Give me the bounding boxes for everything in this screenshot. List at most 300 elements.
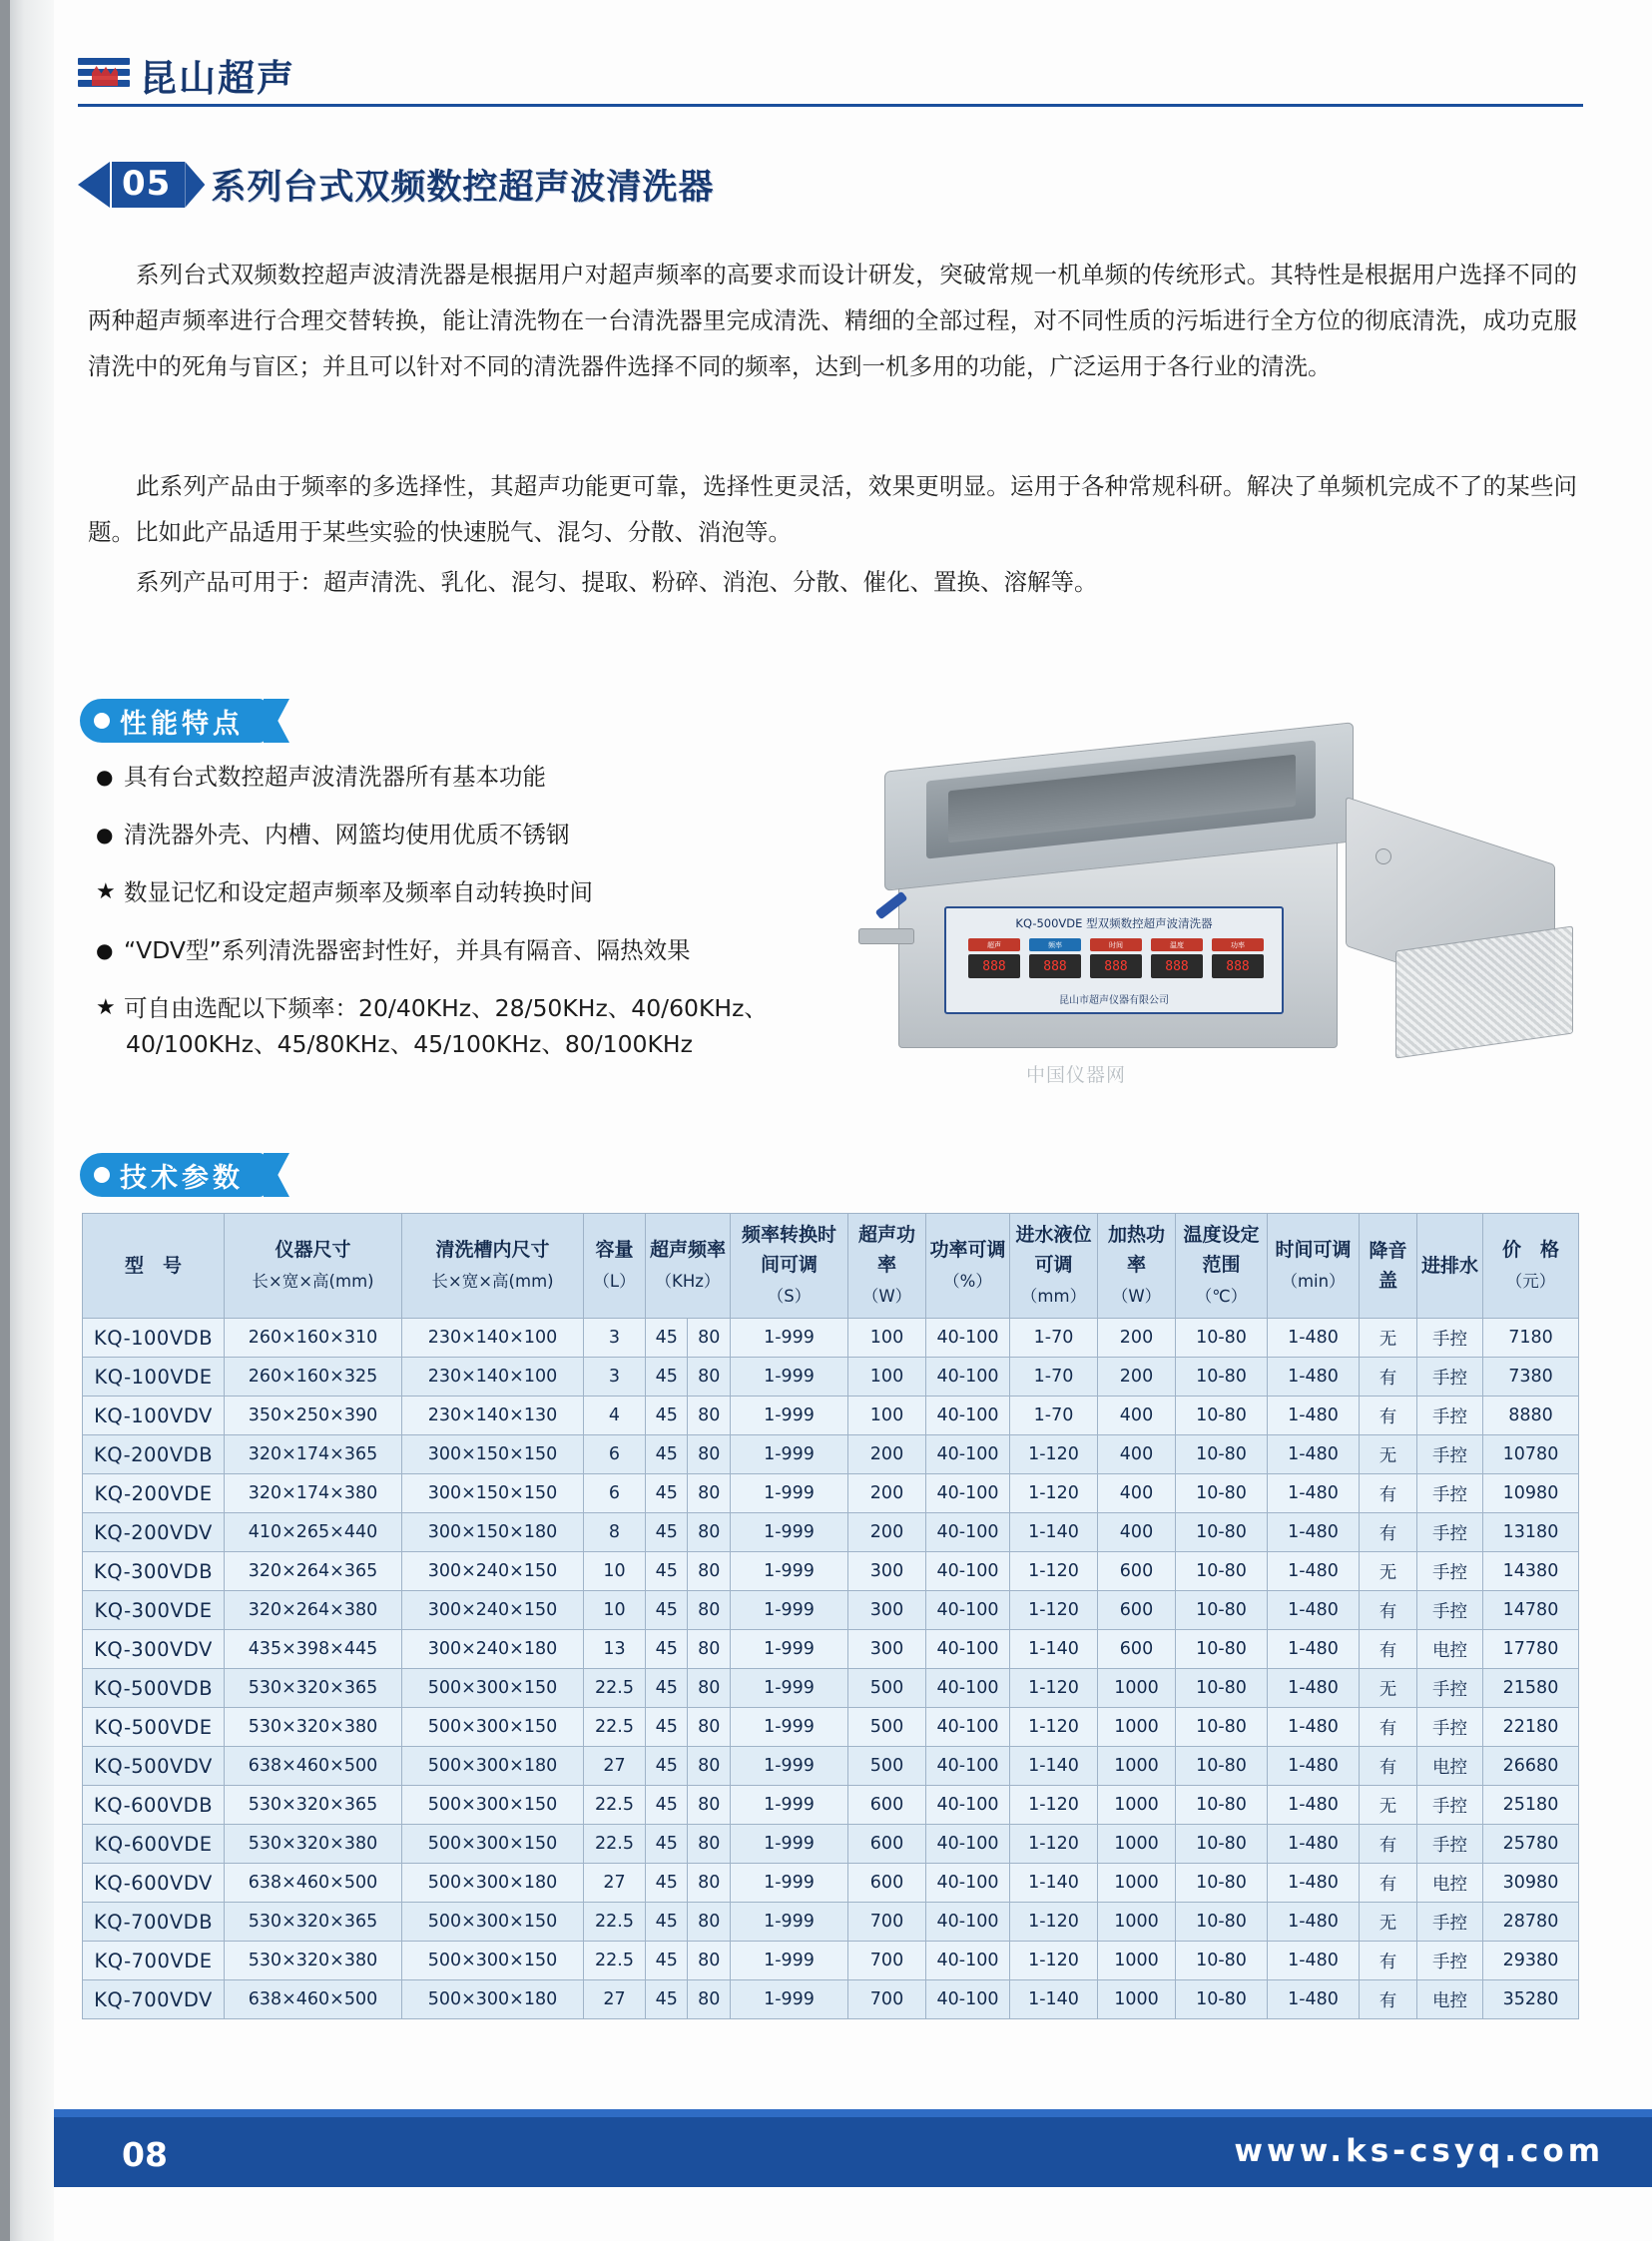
table-row: [83, 1942, 1579, 1980]
led-unit: [968, 938, 1020, 978]
star-marker-icon: ★: [96, 995, 116, 1020]
cell-value: 1-999: [731, 1513, 848, 1552]
cell-value: 1-480: [1268, 1591, 1360, 1630]
cell-value: 手控: [1417, 1474, 1483, 1513]
ribbon-tail-icon: [264, 1153, 289, 1197]
list-item: [96, 932, 854, 968]
led-value: 888: [1090, 954, 1142, 978]
cell-value: 无: [1360, 1552, 1417, 1591]
star-marker-icon: ★: [96, 879, 116, 904]
cell-value: 1-999: [731, 1825, 848, 1864]
panel-model-title: KQ-500VDE 型双频数控超声波清洗器: [1015, 916, 1213, 930]
page-footer: [54, 2117, 1652, 2187]
led-label: 频率: [1029, 938, 1081, 951]
cell-value: 300×150×180: [402, 1513, 584, 1552]
cell-value: 500×300×180: [402, 1747, 584, 1786]
section-number: 05: [112, 162, 185, 208]
cell-value: 10-80: [1176, 1864, 1268, 1903]
table-row: [83, 1435, 1579, 1474]
cell-value: 40-100: [926, 1513, 1010, 1552]
specs-table: [82, 1213, 1579, 2019]
cell-value: 手控: [1417, 1319, 1483, 1358]
cell-value: 1-999: [731, 1903, 848, 1942]
cell-value: 45: [646, 1591, 688, 1630]
cell-value: 1-999: [731, 1474, 848, 1513]
cell-value: 530×320×380: [225, 1708, 402, 1747]
led-unit: [1029, 938, 1081, 978]
cell-value: 电控: [1417, 1864, 1483, 1903]
cell-value: 1-480: [1268, 1708, 1360, 1747]
company-logo: [78, 48, 295, 102]
cell-value: 600: [848, 1786, 926, 1825]
specs-section-label: [80, 1153, 289, 1197]
cell-value: 10-80: [1176, 1786, 1268, 1825]
cell-value: 200: [848, 1474, 926, 1513]
cell-value: 35280: [1483, 1980, 1579, 2019]
cell-value: 无: [1360, 1786, 1417, 1825]
cell-value: 80: [688, 1903, 731, 1942]
intro-paragraph-3: 系列产品可用于：超声清洗、乳化、混匀、提取、粉碎、消泡、分散、催化、置换、溶解等。: [136, 568, 1098, 596]
cell-value: 1-480: [1268, 1552, 1360, 1591]
website-url[interactable]: www.ks-csyq.com: [1234, 2133, 1604, 2169]
feature-text-line2: 40/100KHz、45/80KHz、45/100KHz、80/100KHz: [126, 1030, 693, 1058]
cell-value: 22.5: [584, 1669, 646, 1708]
page-number: 08: [122, 2135, 168, 2174]
cell-value: 1-480: [1268, 1669, 1360, 1708]
cell-value: 10-80: [1176, 1630, 1268, 1669]
cell-value: 80: [688, 1513, 731, 1552]
cell-value: 80: [688, 1980, 731, 2019]
list-item: [96, 759, 854, 795]
cell-value: 1-999: [731, 1669, 848, 1708]
cell-value: 80: [688, 1319, 731, 1358]
feature-text: 清洗器外壳、内槽、网篮均使用优质不锈钢: [124, 821, 570, 848]
table-row: [83, 1513, 1579, 1552]
cell-value: 电控: [1417, 1630, 1483, 1669]
cell-value: 45: [646, 1942, 688, 1980]
brand-name: 昆山超声: [140, 57, 295, 100]
cell-value: 40-100: [926, 1864, 1010, 1903]
cell-value: 1-480: [1268, 1474, 1360, 1513]
cell-value: 45: [646, 1747, 688, 1786]
table-row: [83, 1397, 1579, 1435]
cell-value: 45: [646, 1864, 688, 1903]
cell-value: 8: [584, 1513, 646, 1552]
led-label: 功率: [1212, 938, 1264, 951]
cell-value: 1-120: [1010, 1786, 1098, 1825]
cell-value: 500×300×150: [402, 1708, 584, 1747]
col-tank-size: 清洗槽内尺寸 长×宽×高(mm): [402, 1214, 584, 1319]
cell-value: 45: [646, 1552, 688, 1591]
col-sound-cover: 降音盖: [1360, 1214, 1417, 1319]
table-row: [83, 1747, 1579, 1786]
cell-value: 10-80: [1176, 1980, 1268, 2019]
cell-value: 1-999: [731, 1630, 848, 1669]
cell-value: 有: [1360, 1358, 1417, 1397]
col-drain: 进排水: [1417, 1214, 1483, 1319]
features-list: [96, 759, 854, 1084]
cell-value: 40-100: [926, 1474, 1010, 1513]
cell-value: 45: [646, 1980, 688, 2019]
bullet-dot-icon: [94, 713, 110, 729]
cell-value: 1-480: [1268, 1513, 1360, 1552]
table-row: [83, 1708, 1579, 1747]
col-power-adjust: 功率可调 （%）: [926, 1214, 1010, 1319]
cell-value: 1-120: [1010, 1903, 1098, 1942]
cell-value: 500×300×180: [402, 1864, 584, 1903]
cell-value: 手控: [1417, 1942, 1483, 1980]
cell-value: 电控: [1417, 1980, 1483, 2019]
cell-value: 1000: [1098, 1864, 1176, 1903]
cell-value: 80: [688, 1474, 731, 1513]
cell-value: 500×300×150: [402, 1942, 584, 1980]
cell-value: 45: [646, 1397, 688, 1435]
cell-value: 1-120: [1010, 1942, 1098, 1980]
col-ultrasonic-power: 超声功率 （W）: [848, 1214, 926, 1319]
cell-value: 530×320×380: [225, 1825, 402, 1864]
cell-value: 40-100: [926, 1903, 1010, 1942]
cell-value: 10780: [1483, 1435, 1579, 1474]
col-price: 价 格 （元）: [1483, 1214, 1579, 1319]
features-label: 性能特点: [120, 708, 244, 740]
table-row: [83, 1903, 1579, 1942]
cell-value: 1-480: [1268, 1942, 1360, 1980]
cell-value: 有: [1360, 1474, 1417, 1513]
cell-value: 260×160×325: [225, 1358, 402, 1397]
cell-value: 500: [848, 1747, 926, 1786]
cell-value: 10-80: [1176, 1513, 1268, 1552]
cell-value: 1-999: [731, 1864, 848, 1903]
cell-value: 1-999: [731, 1786, 848, 1825]
table-body: [83, 1319, 1579, 2019]
cell-value: 1-999: [731, 1552, 848, 1591]
table-header-row: [83, 1214, 1579, 1319]
cell-value: 有: [1360, 1591, 1417, 1630]
cell-value: 80: [688, 1435, 731, 1474]
cell-value: 电控: [1417, 1747, 1483, 1786]
cell-value: 手控: [1417, 1552, 1483, 1591]
cell-value: 45: [646, 1825, 688, 1864]
cell-model: KQ-200VDE: [83, 1474, 225, 1513]
drain-valve: [858, 928, 914, 944]
led-value: 888: [1151, 954, 1203, 978]
cell-value: 有: [1360, 1864, 1417, 1903]
cell-value: 10-80: [1176, 1552, 1268, 1591]
cell-value: 10-80: [1176, 1669, 1268, 1708]
cell-value: 1-480: [1268, 1319, 1360, 1358]
cell-value: 10-80: [1176, 1747, 1268, 1786]
led-value: 888: [1212, 954, 1264, 978]
cell-value: 1-999: [731, 1747, 848, 1786]
cell-value: 80: [688, 1630, 731, 1669]
cell-value: 7180: [1483, 1319, 1579, 1358]
cell-model: KQ-700VDV: [83, 1980, 225, 2019]
cell-value: 100: [848, 1397, 926, 1435]
cell-value: 28780: [1483, 1903, 1579, 1942]
cell-value: 14780: [1483, 1591, 1579, 1630]
cell-value: 80: [688, 1669, 731, 1708]
cell-value: 1000: [1098, 1903, 1176, 1942]
cell-value: 45: [646, 1358, 688, 1397]
led-label: 温度: [1151, 938, 1203, 951]
cell-value: 40-100: [926, 1786, 1010, 1825]
cell-value: 25180: [1483, 1786, 1579, 1825]
table-row: [83, 1980, 1579, 2019]
cell-value: 21580: [1483, 1669, 1579, 1708]
cell-value: 40-100: [926, 1591, 1010, 1630]
led-label: 时间: [1090, 938, 1142, 951]
cell-value: 1000: [1098, 1980, 1176, 2019]
cell-value: 手控: [1417, 1669, 1483, 1708]
cell-value: 530×320×365: [225, 1786, 402, 1825]
cell-value: 17780: [1483, 1630, 1579, 1669]
feature-text: 可自由选配以下频率：20/40KHz、28/50KHz、40/60KHz、: [124, 994, 768, 1022]
cell-value: 14380: [1483, 1552, 1579, 1591]
cell-value: 1-999: [731, 1358, 848, 1397]
cell-value: 22.5: [584, 1942, 646, 1980]
control-panel: [944, 906, 1284, 1014]
cell-value: 有: [1360, 1825, 1417, 1864]
cell-value: 1-480: [1268, 1825, 1360, 1864]
cell-value: 1-480: [1268, 1980, 1360, 2019]
cell-value: 200: [1098, 1319, 1176, 1358]
specs-table-wrapper: [82, 1213, 1579, 2019]
cell-model: KQ-500VDB: [83, 1669, 225, 1708]
table-row: [83, 1825, 1579, 1864]
cell-value: 500×300×150: [402, 1903, 584, 1942]
cell-value: 1-480: [1268, 1864, 1360, 1903]
cell-value: 400: [1098, 1513, 1176, 1552]
cell-value: 230×140×100: [402, 1358, 584, 1397]
table-row: [83, 1786, 1579, 1825]
col-temp-range: 温度设定范围 （℃）: [1176, 1214, 1268, 1319]
cell-value: 1-140: [1010, 1980, 1098, 2019]
product-photo: [799, 689, 1587, 1128]
cell-value: 300×240×150: [402, 1591, 584, 1630]
cell-value: 40-100: [926, 1747, 1010, 1786]
cell-model: KQ-600VDV: [83, 1864, 225, 1903]
cell-value: 300×150×150: [402, 1435, 584, 1474]
cell-value: 40-100: [926, 1942, 1010, 1980]
cell-value: 530×320×365: [225, 1903, 402, 1942]
cell-value: 1000: [1098, 1747, 1176, 1786]
col-frequency: 超声频率 （KHz）: [646, 1214, 731, 1319]
cell-value: 80: [688, 1786, 731, 1825]
cell-value: 1-140: [1010, 1864, 1098, 1903]
cell-value: 1-70: [1010, 1397, 1098, 1435]
cell-value: 1000: [1098, 1786, 1176, 1825]
cell-value: 手控: [1417, 1708, 1483, 1747]
cell-value: 无: [1360, 1903, 1417, 1942]
cell-value: 10-80: [1176, 1942, 1268, 1980]
cell-value: 10-80: [1176, 1708, 1268, 1747]
cell-value: 1-70: [1010, 1319, 1098, 1358]
cell-value: 无: [1360, 1319, 1417, 1358]
page-title: 系列台式双频数控超声波清洗器: [211, 168, 715, 208]
cell-value: 45: [646, 1513, 688, 1552]
cell-value: 10-80: [1176, 1474, 1268, 1513]
cell-model: KQ-700VDB: [83, 1903, 225, 1942]
cell-value: 13: [584, 1630, 646, 1669]
cell-value: 30980: [1483, 1864, 1579, 1903]
feature-text: 具有台式数控超声波清洗器所有基本功能: [124, 763, 546, 791]
table-row: [83, 1630, 1579, 1669]
cell-model: KQ-200VDB: [83, 1435, 225, 1474]
cell-value: 1-70: [1010, 1358, 1098, 1397]
cell-value: 1-480: [1268, 1397, 1360, 1435]
header-divider: [78, 104, 1583, 107]
cell-value: 40-100: [926, 1980, 1010, 2019]
cell-model: KQ-100VDB: [83, 1319, 225, 1358]
arrow-left-icon: [78, 162, 110, 208]
cell-value: 80: [688, 1591, 731, 1630]
cell-value: 手控: [1417, 1397, 1483, 1435]
cell-value: 22180: [1483, 1708, 1579, 1747]
cell-value: 有: [1360, 1747, 1417, 1786]
cell-model: KQ-600VDE: [83, 1825, 225, 1864]
led-value: 888: [968, 954, 1020, 978]
list-item: [96, 874, 854, 910]
cell-value: 600: [1098, 1591, 1176, 1630]
cell-value: 350×250×390: [225, 1397, 402, 1435]
arrow-right-icon: [185, 162, 205, 208]
cell-value: 700: [848, 1942, 926, 1980]
image-watermark: 中国仪器网: [1026, 1064, 1127, 1086]
cell-value: 6: [584, 1435, 646, 1474]
cell-value: 40-100: [926, 1669, 1010, 1708]
cell-value: 410×265×440: [225, 1513, 402, 1552]
col-switch-time: 频率转换时间可调 （S）: [731, 1214, 848, 1319]
led-value: 888: [1029, 954, 1081, 978]
cell-value: 638×460×500: [225, 1980, 402, 2019]
cell-value: 500×300×180: [402, 1980, 584, 2019]
cell-value: 80: [688, 1358, 731, 1397]
table-row: [83, 1591, 1579, 1630]
cell-value: 80: [688, 1552, 731, 1591]
col-time-adjust: 时间可调 （min）: [1268, 1214, 1360, 1319]
bullet-dot-icon: [94, 1167, 110, 1183]
cell-value: 1-480: [1268, 1435, 1360, 1474]
cell-value: 13180: [1483, 1513, 1579, 1552]
cell-model: KQ-200VDV: [83, 1513, 225, 1552]
cell-value: 无: [1360, 1669, 1417, 1708]
cell-value: 手控: [1417, 1903, 1483, 1942]
cell-value: 1000: [1098, 1825, 1176, 1864]
cell-value: 1-999: [731, 1708, 848, 1747]
cell-value: 45: [646, 1669, 688, 1708]
cell-value: 1-120: [1010, 1669, 1098, 1708]
cell-value: 1-999: [731, 1319, 848, 1358]
cell-value: 1-999: [731, 1435, 848, 1474]
cell-value: 10-80: [1176, 1591, 1268, 1630]
cell-value: 手控: [1417, 1513, 1483, 1552]
cell-model: KQ-300VDV: [83, 1630, 225, 1669]
cell-value: 40-100: [926, 1358, 1010, 1397]
cell-value: 22.5: [584, 1786, 646, 1825]
cell-value: 638×460×500: [225, 1747, 402, 1786]
cell-value: 230×140×100: [402, 1319, 584, 1358]
feature-text: 数显记忆和设定超声频率及频率自动转换时间: [124, 878, 593, 906]
page-spine: [0, 0, 54, 2241]
cell-value: 26680: [1483, 1747, 1579, 1786]
cell-model: KQ-100VDV: [83, 1397, 225, 1435]
list-item: [96, 817, 854, 852]
cell-model: KQ-100VDE: [83, 1358, 225, 1397]
cell-value: 100: [848, 1319, 926, 1358]
cell-value: 1-480: [1268, 1903, 1360, 1942]
cell-value: 有: [1360, 1397, 1417, 1435]
cell-value: 3: [584, 1358, 646, 1397]
cell-value: 320×264×365: [225, 1552, 402, 1591]
cell-value: 230×140×130: [402, 1397, 584, 1435]
cell-value: 1-120: [1010, 1708, 1098, 1747]
cell-value: 无: [1360, 1435, 1417, 1474]
cell-value: 3: [584, 1319, 646, 1358]
cell-value: 45: [646, 1435, 688, 1474]
cell-value: 27: [584, 1747, 646, 1786]
cell-value: 4: [584, 1397, 646, 1435]
cell-value: 手控: [1417, 1435, 1483, 1474]
cell-model: KQ-300VDB: [83, 1552, 225, 1591]
cell-value: 有: [1360, 1942, 1417, 1980]
col-water-level: 进水液位可调 （mm）: [1010, 1214, 1098, 1319]
cell-value: 1-120: [1010, 1825, 1098, 1864]
panel-manufacturer: 昆山市超声仪器有限公司: [1059, 995, 1169, 1006]
cell-value: 600: [848, 1864, 926, 1903]
cell-value: 1000: [1098, 1942, 1176, 1980]
cell-value: 435×398×445: [225, 1630, 402, 1669]
cell-model: KQ-600VDB: [83, 1786, 225, 1825]
cell-value: 100: [848, 1358, 926, 1397]
cell-value: 22.5: [584, 1708, 646, 1747]
cell-value: 300×240×180: [402, 1630, 584, 1669]
cell-value: 500×300×150: [402, 1786, 584, 1825]
led-label: 超声: [968, 938, 1020, 951]
cell-value: 1-120: [1010, 1552, 1098, 1591]
table-row: [83, 1552, 1579, 1591]
cell-value: 40-100: [926, 1708, 1010, 1747]
cell-value: 1-140: [1010, 1513, 1098, 1552]
cell-value: 1-999: [731, 1942, 848, 1980]
cell-value: 320×174×365: [225, 1435, 402, 1474]
cell-value: 45: [646, 1786, 688, 1825]
cell-value: 400: [1098, 1435, 1176, 1474]
cell-value: 40-100: [926, 1552, 1010, 1591]
table-row: [83, 1864, 1579, 1903]
cell-model: KQ-300VDE: [83, 1591, 225, 1630]
cell-value: 10-80: [1176, 1358, 1268, 1397]
cell-value: 22.5: [584, 1825, 646, 1864]
cell-value: 手控: [1417, 1786, 1483, 1825]
cell-value: 1-140: [1010, 1630, 1098, 1669]
cell-value: 29380: [1483, 1942, 1579, 1980]
cell-value: 1-120: [1010, 1591, 1098, 1630]
list-item: [96, 990, 854, 1062]
cell-value: 22.5: [584, 1903, 646, 1942]
cell-value: 260×160×310: [225, 1319, 402, 1358]
table-row: [83, 1669, 1579, 1708]
cell-value: 40-100: [926, 1825, 1010, 1864]
cell-value: 400: [1098, 1474, 1176, 1513]
cell-value: 400: [1098, 1397, 1176, 1435]
cell-value: 80: [688, 1825, 731, 1864]
specs-label: 技术参数: [120, 1162, 244, 1194]
cell-value: 6: [584, 1474, 646, 1513]
cell-value: 有: [1360, 1708, 1417, 1747]
cell-value: 300: [848, 1630, 926, 1669]
cell-value: 1-480: [1268, 1786, 1360, 1825]
cell-value: 45: [646, 1708, 688, 1747]
